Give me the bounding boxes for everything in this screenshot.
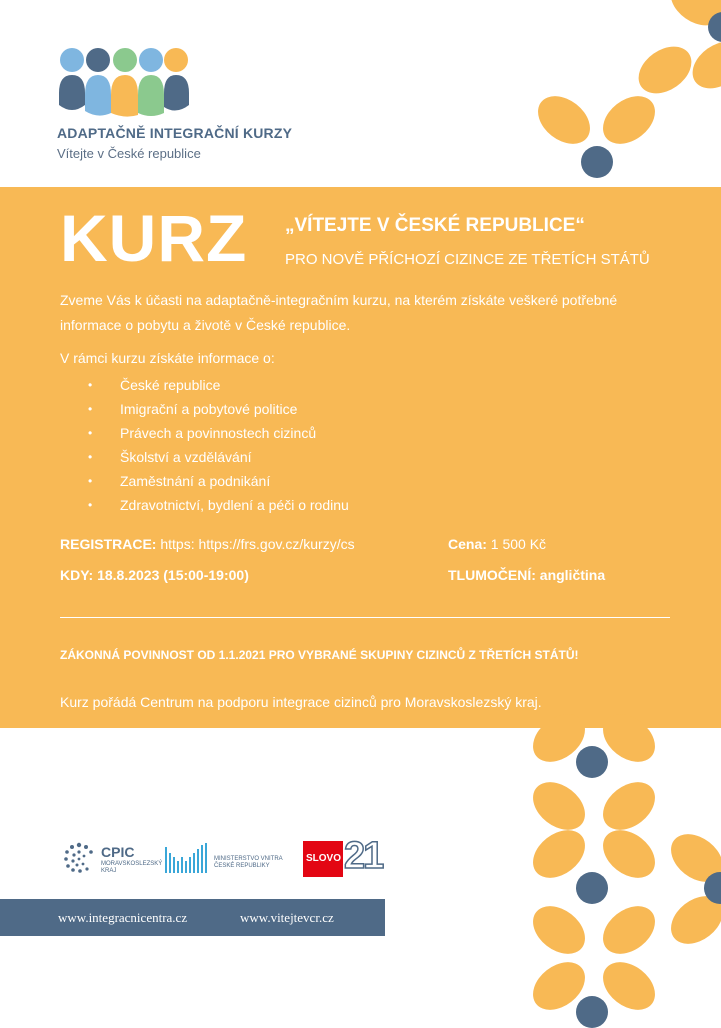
kurz-headline: KURZ <box>60 201 248 275</box>
date-info <box>60 567 249 583</box>
ministry-logo <box>165 843 290 879</box>
slovo-word: SLOVO <box>306 853 342 864</box>
cpic-sub2: KRAJ <box>101 868 117 874</box>
price-info <box>448 536 546 552</box>
logo-subtitle: Vítejte v České republice <box>57 146 201 161</box>
ministry-bars-icon <box>165 843 209 876</box>
bullet-icon: • <box>88 474 93 488</box>
list-item: • Zdravotnictví, bydlení a péči o rodinu <box>60 494 349 518</box>
ministry-line2: ČESKÉ REPUBLIKY <box>214 863 270 869</box>
price-value: 1 500 Kč <box>490 536 547 552</box>
date-value: 18.8.2023 (15:00-19:00) <box>97 567 249 583</box>
cpic-logo <box>63 842 163 878</box>
footer-link-integracnicentra[interactable]: www.integracnicentra.cz <box>58 910 188 925</box>
organizer-text: Kurz pořádá Centrum na podporu integrace cizinců pro Moravskoslezský kraj. <box>60 694 542 710</box>
interpreting-info <box>448 567 605 583</box>
price-label: Cena: <box>448 536 487 552</box>
bullet-icon: • <box>88 450 93 464</box>
cpic-name: CPIC <box>101 844 135 860</box>
course-title: „VÍTEJTE V ČESKÉ REPUBLICE“ <box>285 215 585 236</box>
registration-info <box>60 536 355 552</box>
ministry-line1: MINISTERSTVO VNITRA <box>214 856 283 862</box>
list-item: • Školství a vzdělávání <box>60 446 349 470</box>
logo-title: ADAPTAČNĚ INTEGRAČNÍ KURZY <box>57 125 293 141</box>
footer-link-vitejtevcr[interactable]: www.vitejtevcr.cz <box>240 910 334 925</box>
bullet-icon: • <box>88 402 93 416</box>
list-item: • Zaměstnání a podnikání <box>60 470 349 494</box>
divider <box>60 617 670 618</box>
intro-paragraph: Zveme Vás k účasti na adaptačně-integračním kurzu, na kterém získáte veškeré potřebné informace o pobytu a životě v České republice. <box>60 292 618 333</box>
list-item: • České republice <box>60 374 349 398</box>
registration-link[interactable]: https: https://frs.gov.cz/kurzy/cs <box>160 536 355 552</box>
registration-label: REGISTRACE: <box>60 536 157 552</box>
topics-list <box>60 374 349 518</box>
bullet-icon: • <box>88 498 93 512</box>
topics-lead: V rámci kurzu získáte informace o: <box>60 350 275 366</box>
cpic-sub1: MORAVSKOSLEZSKÝ <box>101 861 163 867</box>
date-label: KDY: <box>60 567 94 583</box>
bullet-icon: • <box>88 426 93 440</box>
course-subtitle: PRO NOVĚ PŘÍCHOZÍ CIZINCE ZE TŘETÍCH STÁTŮ <box>285 251 650 268</box>
cpic-dots-icon <box>63 842 95 874</box>
interpreting-label: TLUMOČENÍ: <box>448 567 536 583</box>
interpreting-value: angličtina <box>539 567 606 583</box>
legal-notice: ZÁKONNÁ POVINNOST OD 1.1.2021 PRO VYBRANÉ SKUPINY CIZINCŮ Z TŘETÍCH STÁTŮ! <box>60 648 579 662</box>
slovo-number: 21 <box>344 835 383 877</box>
list-item: • Právech a povinnostech cizinců <box>60 422 349 446</box>
slovo21-logo <box>303 835 388 879</box>
list-item: • Imigrační a pobytové politice <box>60 398 349 422</box>
bullet-icon: • <box>88 378 93 392</box>
